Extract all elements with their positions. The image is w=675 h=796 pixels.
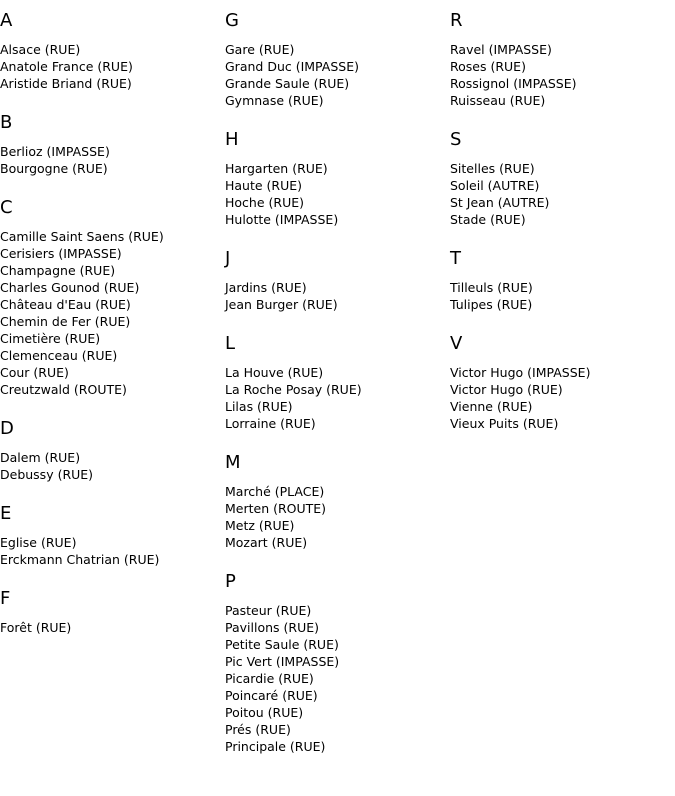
letter-group: [225, 119, 445, 228]
street-link[interactable]: Tulipes (RUE): [450, 297, 533, 312]
index-column: [450, 0, 670, 442]
street-link[interactable]: Pavillons (RUE): [225, 620, 319, 635]
street-link[interactable]: Marché (PLACE): [225, 484, 325, 499]
letter-heading: S: [450, 129, 462, 150]
street-link[interactable]: Château d'Eau (RUE): [0, 297, 131, 312]
letter-heading: P: [225, 571, 236, 592]
street-link[interactable]: Lilas (RUE): [225, 399, 293, 414]
street-link[interactable]: Ruisseau (RUE): [450, 93, 546, 108]
letter-group: [450, 238, 670, 313]
letter-heading: C: [0, 197, 13, 218]
letter-group: [225, 561, 445, 755]
street-link[interactable]: Erckmann Chatrian (RUE): [0, 552, 160, 567]
letter-heading: V: [450, 333, 463, 354]
street-link[interactable]: Debussy (RUE): [0, 467, 94, 482]
letter-group: [225, 0, 445, 109]
street-link[interactable]: Petite Saule (RUE): [225, 637, 339, 652]
index-column: [225, 0, 445, 765]
letter-heading: M: [225, 452, 241, 473]
street-link[interactable]: Eglise (RUE): [0, 535, 77, 550]
street-link[interactable]: Anatole France (RUE): [0, 59, 133, 74]
street-link[interactable]: St Jean (AUTRE): [450, 195, 550, 210]
letter-heading: R: [450, 10, 463, 31]
street-link[interactable]: La Houve (RUE): [225, 365, 324, 380]
street-link[interactable]: Cimetière (RUE): [0, 331, 101, 346]
street-link[interactable]: Alsace (RUE): [0, 42, 81, 57]
letter-group: [0, 0, 220, 92]
street-link[interactable]: Cour (RUE): [0, 365, 69, 380]
street-link[interactable]: Ravel (IMPASSE): [450, 42, 552, 57]
street-link[interactable]: Berlioz (IMPASSE): [0, 144, 110, 159]
street-link[interactable]: Jardins (RUE): [225, 280, 307, 295]
street-link[interactable]: Forêt (RUE): [0, 620, 72, 635]
street-link[interactable]: Sitelles (RUE): [450, 161, 535, 176]
letter-group: [450, 0, 670, 109]
street-link[interactable]: Creutzwald (ROUTE): [0, 382, 127, 397]
street-link[interactable]: Chemin de Fer (RUE): [0, 314, 131, 329]
letter-heading: F: [0, 588, 11, 609]
street-link[interactable]: Aristide Briand (RUE): [0, 76, 132, 91]
street-link[interactable]: Gymnase (RUE): [225, 93, 324, 108]
letter-group: [0, 187, 220, 398]
street-link[interactable]: Vieux Puits (RUE): [450, 416, 559, 431]
street-link[interactable]: Rossignol (IMPASSE): [450, 76, 577, 91]
street-link[interactable]: Hargarten (RUE): [225, 161, 328, 176]
street-link[interactable]: Grande Saule (RUE): [225, 76, 350, 91]
street-link[interactable]: Prés (RUE): [225, 722, 291, 737]
letter-heading: D: [0, 418, 14, 439]
letter-heading: J: [225, 248, 231, 269]
letter-group: [0, 493, 220, 568]
street-link[interactable]: Vienne (RUE): [450, 399, 533, 414]
street-link[interactable]: Stade (RUE): [450, 212, 526, 227]
letter-group: [450, 323, 670, 432]
letter-group: [225, 442, 445, 551]
street-link[interactable]: Roses (RUE): [450, 59, 526, 74]
letter-heading: B: [0, 112, 13, 133]
street-link[interactable]: Jean Burger (RUE): [225, 297, 338, 312]
street-link[interactable]: Champagne (RUE): [0, 263, 116, 278]
street-link[interactable]: Soleil (AUTRE): [450, 178, 540, 193]
street-link[interactable]: Bourgogne (RUE): [0, 161, 108, 176]
letter-group: [225, 323, 445, 432]
letter-group: [0, 578, 220, 636]
letter-group: [450, 119, 670, 228]
street-link[interactable]: Poitou (RUE): [225, 705, 304, 720]
street-link[interactable]: Grand Duc (IMPASSE): [225, 59, 359, 74]
letter-heading: T: [450, 248, 461, 269]
street-link[interactable]: Principale (RUE): [225, 739, 326, 754]
street-link[interactable]: Picardie (RUE): [225, 671, 314, 686]
street-link[interactable]: Poincaré (RUE): [225, 688, 318, 703]
street-link[interactable]: La Roche Posay (RUE): [225, 382, 362, 397]
street-link[interactable]: Camille Saint Saens (RUE): [0, 229, 164, 244]
letter-heading: E: [0, 503, 12, 524]
street-link[interactable]: Charles Gounod (RUE): [0, 280, 140, 295]
street-link[interactable]: Dalem (RUE): [0, 450, 81, 465]
letter-heading: L: [225, 333, 236, 354]
street-link[interactable]: Pic Vert (IMPASSE): [225, 654, 340, 669]
street-link[interactable]: Cerisiers (IMPASSE): [0, 246, 122, 261]
letter-heading: G: [225, 10, 239, 31]
street-link[interactable]: Merten (ROUTE): [225, 501, 327, 516]
street-link[interactable]: Mozart (RUE): [225, 535, 308, 550]
street-link[interactable]: Haute (RUE): [225, 178, 303, 193]
street-link[interactable]: Victor Hugo (RUE): [450, 382, 563, 397]
index-column: [0, 0, 220, 646]
street-link[interactable]: Tilleuls (RUE): [450, 280, 533, 295]
street-link[interactable]: Lorraine (RUE): [225, 416, 316, 431]
letter-group: [0, 102, 220, 177]
street-link[interactable]: Metz (RUE): [225, 518, 295, 533]
street-link[interactable]: Gare (RUE): [225, 42, 295, 57]
street-link[interactable]: Hoche (RUE): [225, 195, 304, 210]
street-link[interactable]: Hulotte (IMPASSE): [225, 212, 339, 227]
letter-heading: A: [0, 10, 13, 31]
letter-group: [225, 238, 445, 313]
street-link[interactable]: Pasteur (RUE): [225, 603, 312, 618]
letter-heading: H: [225, 129, 239, 150]
street-link[interactable]: Clemenceau (RUE): [0, 348, 118, 363]
letter-group: [0, 408, 220, 483]
street-link[interactable]: Victor Hugo (IMPASSE): [450, 365, 591, 380]
